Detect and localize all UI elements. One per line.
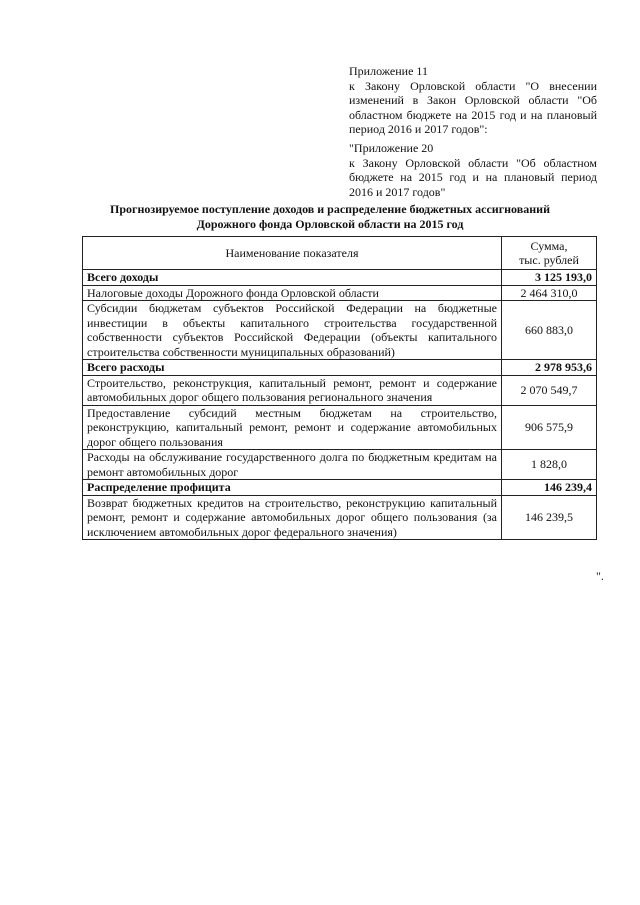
row-name: Расходы на обслуживание государственного долга по бюджетным кредитам на ремонт автомобильных дорог [83,450,502,480]
table-row [83,375,597,405]
column-header-sum-line-2: тыс. рублей [519,253,579,267]
row-name: Предоставление субсидий местным бюджетам на строительство, реконструкцию, капитальный ремонт, ремонт и содержание автомобильных дорог общего пользования [83,405,502,450]
row-name: Всего доходы [83,270,502,286]
column-header-sum-line-1: Сумма, [530,238,568,253]
table-row [83,285,597,301]
row-sum: 660 883,0 [502,301,597,360]
row-name: Распределение профицита [83,480,502,496]
table-row-surplus-distribution [83,480,597,496]
annex-20-text: к Закону Орловской области "Об областном бюджете на 2015 год и на плановый период 2016 и 2017 годов" [349,155,597,199]
annex-20-block [349,141,597,199]
column-header-name: Наименование показателя [83,237,502,270]
row-sum: 2 464 310,0 [502,285,597,301]
document-title-line-2: Дорожного фонда Орловской области на 2015 год [196,216,464,231]
row-name: Налоговые доходы Дорожного фонда Орловской области [83,285,502,301]
table-row [83,495,597,540]
table-header-row [83,237,597,270]
table-row-total-income [83,270,597,286]
table-row [83,450,597,480]
row-name: Строительство, реконструкция, капитальный ремонт, ремонт и содержание автомобильных дорог общего пользования регионального значения [83,375,502,405]
column-header-sum [502,237,597,270]
row-sum: 146 239,4 [502,480,597,496]
row-name: Всего расходы [83,360,502,376]
document-title [60,202,600,231]
annex-11-text: к Закону Орловской области "О внесении изменений в Закон Орловской области "Об областном бюджете на 2015 год и на плановый период 2016 и 2017 годов": [349,78,597,136]
row-name: Субсидии бюджетам субъектов Российской Федерации на бюджетные инвестиции в объекты капитального строительства государственной собственности субъектов Российской Федерации (объекты капитального строительства собственности муниципальных образований) [83,301,502,360]
table-row [83,301,597,360]
table-row [83,405,597,450]
row-sum: 2 070 549,7 [502,375,597,405]
row-sum: 2 978 953,6 [502,360,597,376]
row-name: Возврат бюджетных кредитов на строительство, реконструкцию капитальный ремонт, ремонт и содержание автомобильных дорог общего пользования (за исключением автомобильных дорог федерального значения) [83,495,502,540]
annex-11-title: Приложение 11 [349,64,428,78]
row-sum: 906 575,9 [502,405,597,450]
budget-table [82,236,597,540]
document-title-line-1: Прогнозируемое поступление доходов и распределение бюджетных ассигнований [110,202,550,216]
annex-20-title: "Приложение 20 [349,141,434,155]
table-row-total-expenses [83,360,597,376]
closing-quote-mark: ". [596,569,604,583]
row-sum: 146 239,5 [502,495,597,540]
row-sum: 1 828,0 [502,450,597,480]
row-sum: 3 125 193,0 [502,270,597,286]
annex-11-block [349,64,597,137]
